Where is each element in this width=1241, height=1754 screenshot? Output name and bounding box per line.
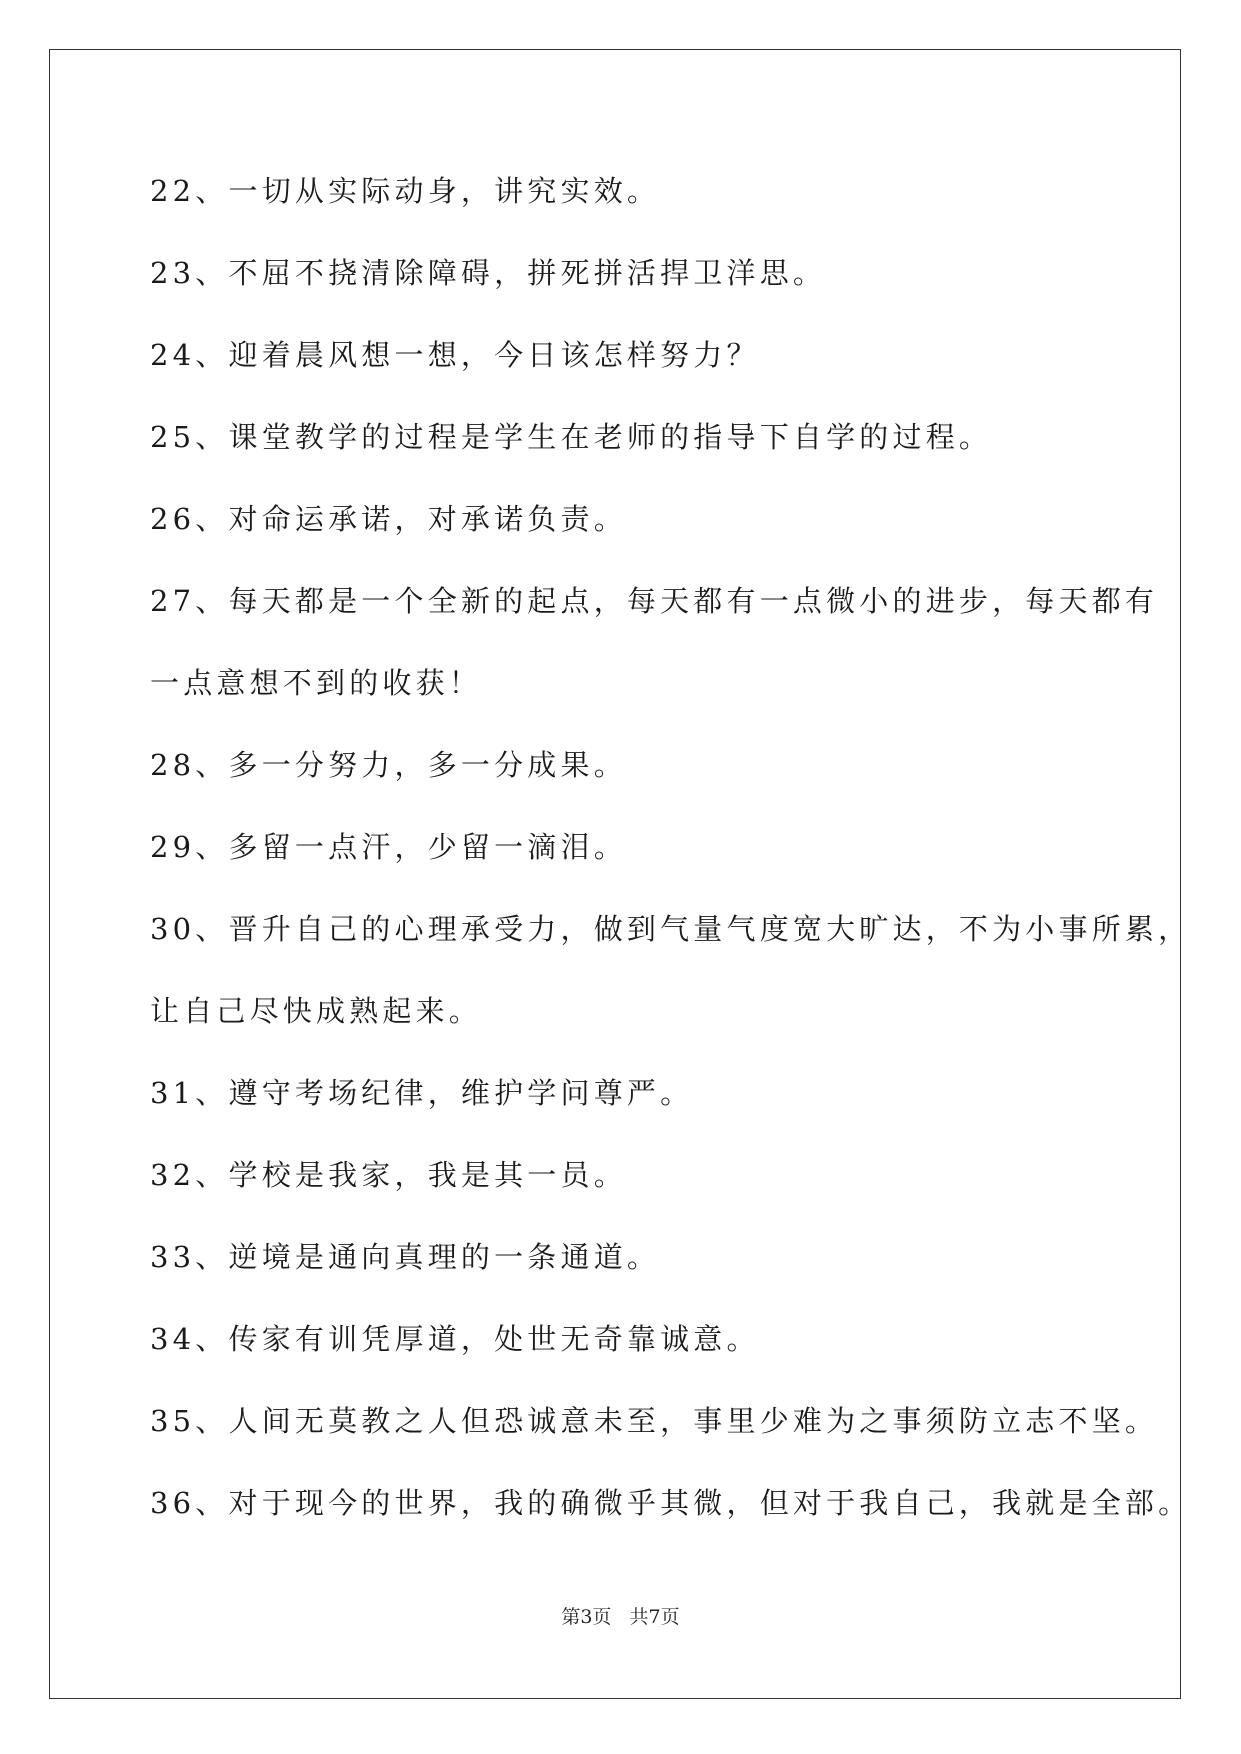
text-line: 25、课堂教学的过程是学生在老师的指导下自学的过程。 <box>150 420 993 454</box>
text-line: 让自己尽快成熟起来。 <box>150 994 483 1028</box>
text-line: 35、人间无莫教之人但恐诚意未至，事里少难为之事须防立志不坚。 <box>150 1404 1159 1438</box>
document-body <box>150 167 1192 1561</box>
text-line: 31、遵守考场纪律，维护学问尊严。 <box>150 1076 694 1110</box>
text-line: 24、迎着晨风想一想，今日该怎样努力？ <box>150 338 760 372</box>
page-number-footer: 第3页 共7页 <box>561 1606 680 1628</box>
text-line: 26、对命运承诺，对承诺负责。 <box>150 502 627 536</box>
text-line: 27、每天都是一个全新的起点，每天都有一点微小的进步，每天都有 <box>150 584 1159 618</box>
text-line: 23、不屈不挠清除障碍，拼死拼活捍卫洋思。 <box>150 256 827 290</box>
text-line: 29、多留一点汗，少留一滴泪。 <box>150 830 627 864</box>
text-line: 32、学校是我家，我是其一员。 <box>150 1158 627 1192</box>
text-line: 28、多一分努力，多一分成果。 <box>150 748 627 782</box>
text-line: 33、逆境是通向真理的一条通道。 <box>150 1240 661 1274</box>
text-line: 30、晋升自己的心理承受力，做到气量气度宽大旷达，不为小事所累， <box>150 912 1192 946</box>
text-line: 36、对于现今的世界，我的确微乎其微，但对于我自己，我就是全部。 <box>150 1486 1192 1520</box>
text-line: 一点意想不到的收获！ <box>150 666 483 700</box>
text-line: 22、一切从实际动身，讲究实效。 <box>150 174 661 208</box>
text-line: 34、传家有训凭厚道，处世无奇靠诚意。 <box>150 1322 760 1356</box>
